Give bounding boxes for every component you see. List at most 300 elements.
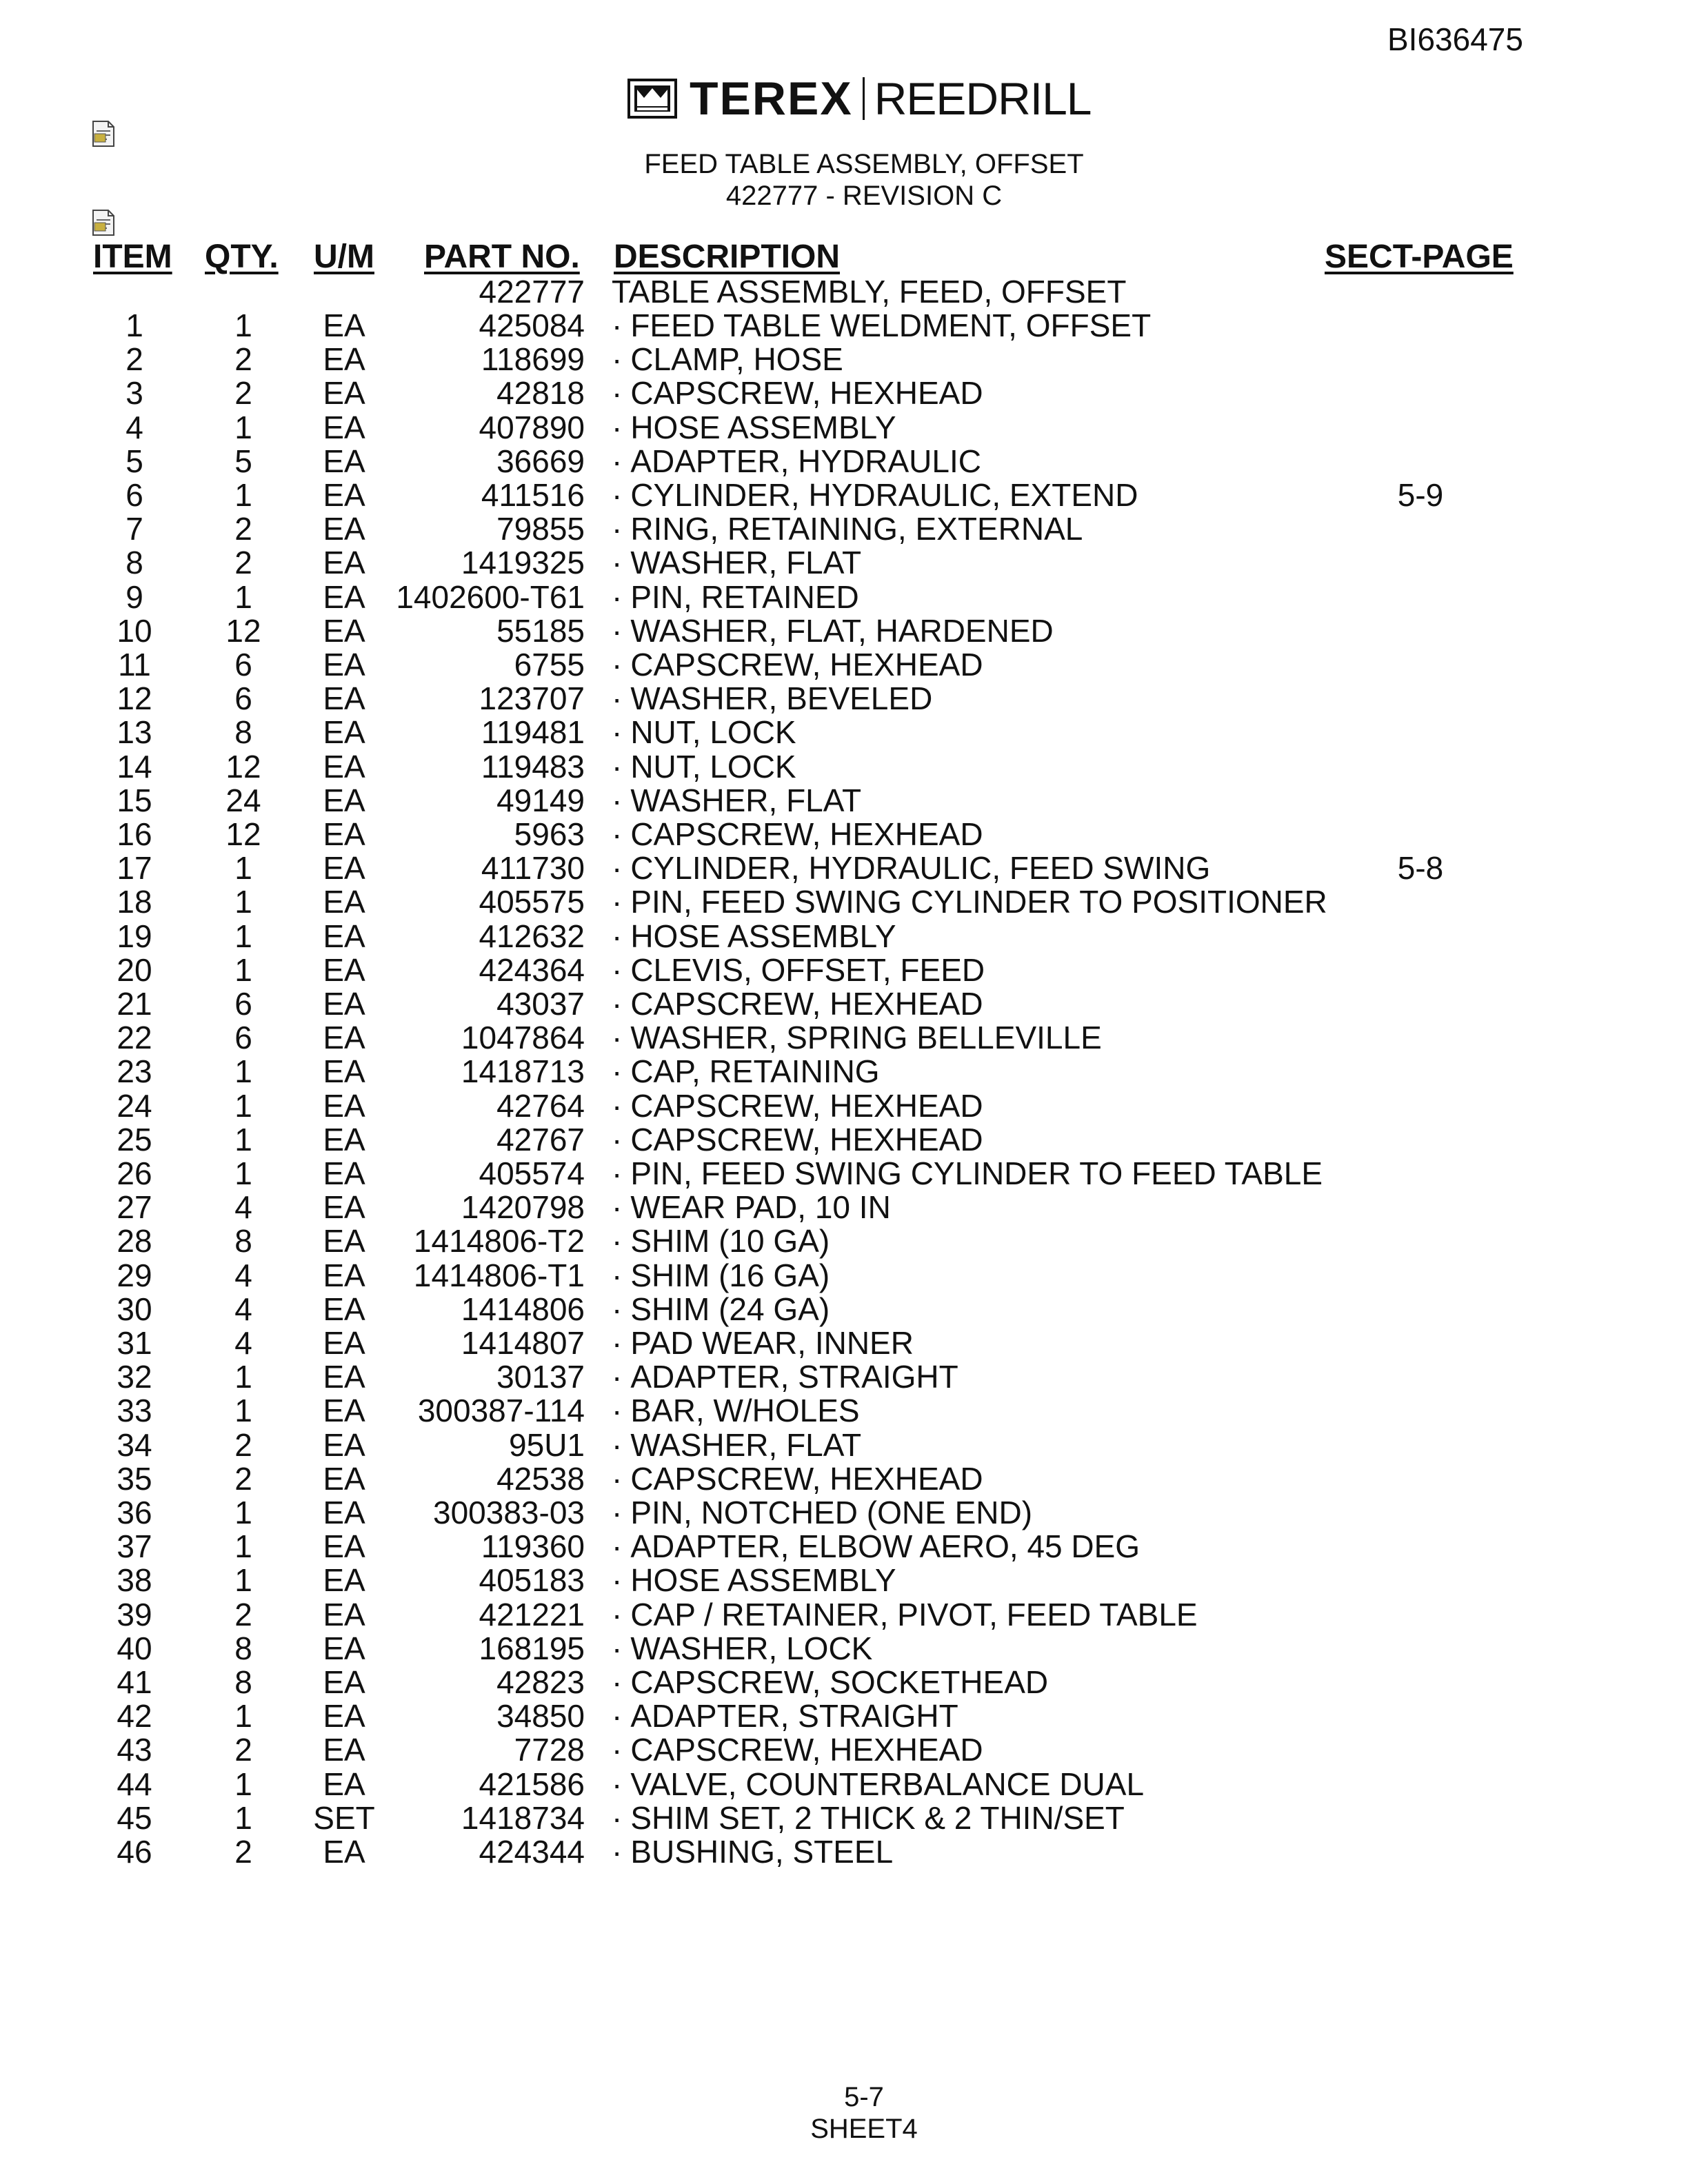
item-cell: 32	[117, 1359, 152, 1395]
description-text: WASHER, FLAT, HARDENED	[630, 613, 1054, 649]
part-no-cell: 42538	[496, 1461, 585, 1497]
bullet-marker: ·	[612, 477, 623, 513]
qty-cell: 1	[234, 1155, 252, 1191]
item-cell: 17	[117, 850, 152, 886]
item-cell: 29	[117, 1257, 152, 1293]
um-cell: EA	[323, 410, 365, 445]
part-no-cell: 421221	[479, 1597, 585, 1632]
description-cell	[612, 716, 796, 749]
um-cell: EA	[323, 1053, 365, 1089]
table-row	[0, 1632, 1688, 1666]
bullet-marker: ·	[612, 1155, 623, 1191]
description-text: SHIM SET, 2 THICK & 2 THIN/SET	[630, 1800, 1125, 1836]
bullet-marker: ·	[612, 1664, 623, 1700]
header-qty: QTY.	[205, 239, 279, 275]
description-text: CAPSCREW, HEXHEAD	[630, 1732, 983, 1768]
description-cell	[612, 1733, 983, 1767]
table-row	[0, 478, 1688, 512]
bullet-marker: ·	[612, 511, 623, 547]
bullet-marker: ·	[612, 1461, 623, 1497]
table-row	[0, 1768, 1688, 1801]
description-text: CAPSCREW, HEXHEAD	[630, 647, 983, 682]
table-row	[0, 784, 1688, 818]
bullet-marker: ·	[612, 1359, 623, 1395]
item-cell: 41	[117, 1664, 152, 1700]
description-text: WASHER, BEVELED	[630, 680, 933, 716]
description-text: FEED TABLE WELDMENT, OFFSET	[630, 307, 1152, 343]
table-row	[0, 1021, 1688, 1055]
table-row	[0, 580, 1688, 614]
um-cell: EA	[323, 1427, 365, 1463]
item-cell: 43	[117, 1732, 152, 1768]
part-no-cell: 119483	[481, 749, 585, 785]
bullet-marker: ·	[612, 1597, 623, 1632]
qty-cell: 12	[225, 613, 261, 649]
assembly-part-no: 422777	[479, 274, 585, 310]
description-text: WASHER, FLAT	[630, 782, 862, 818]
description-text: WASHER, FLAT	[630, 1427, 862, 1463]
table-row	[0, 546, 1688, 580]
description-text: CAPSCREW, SOCKETHEAD	[630, 1664, 1049, 1700]
table-row	[0, 1055, 1688, 1089]
bullet-marker: ·	[612, 1189, 623, 1225]
table-row	[0, 1293, 1688, 1326]
bullet-marker: ·	[612, 579, 623, 615]
header-sect-page: SECT-PAGE	[1325, 239, 1514, 275]
table-row	[0, 750, 1688, 784]
table-row	[0, 1496, 1688, 1530]
bullet-marker: ·	[612, 613, 623, 649]
um-cell: EA	[323, 1630, 365, 1666]
bullet-marker: ·	[612, 545, 623, 580]
document-link-icon[interactable]	[92, 209, 115, 236]
part-no-cell: 119360	[481, 1528, 585, 1564]
item-cell: 26	[117, 1155, 152, 1191]
bullet-marker: ·	[612, 1088, 623, 1124]
um-cell: EA	[323, 341, 365, 377]
description-text: PAD WEAR, INNER	[630, 1325, 914, 1361]
description-cell	[612, 1157, 1323, 1191]
bullet-marker: ·	[612, 647, 623, 682]
item-cell: 4	[125, 410, 143, 445]
item-cell: 39	[117, 1597, 152, 1632]
bullet-marker: ·	[612, 443, 623, 479]
description-cell	[612, 1699, 958, 1733]
bullet-marker: ·	[612, 1495, 623, 1530]
table-row	[0, 1835, 1688, 1869]
part-no-cell: 411730	[481, 850, 585, 886]
bullet-marker: ·	[612, 375, 623, 411]
part-no-cell: 300387-114	[417, 1393, 585, 1428]
um-cell: EA	[323, 1189, 365, 1225]
description-text: WASHER, SPRING BELLEVILLE	[630, 1020, 1102, 1055]
part-no-cell: 34850	[496, 1698, 585, 1734]
item-cell: 20	[117, 952, 152, 988]
description-cell	[612, 784, 861, 818]
qty-cell: 2	[234, 1834, 252, 1870]
item-cell: 9	[125, 579, 143, 615]
part-no-cell: 405183	[479, 1562, 585, 1598]
table-row	[0, 309, 1688, 343]
table-row	[0, 445, 1688, 478]
header-item: ITEM	[93, 239, 172, 275]
description-cell	[612, 1768, 1144, 1801]
description-cell	[612, 1055, 880, 1089]
um-cell: EA	[323, 952, 365, 988]
description-text: CAPSCREW, HEXHEAD	[630, 1122, 983, 1157]
description-cell	[612, 1496, 1032, 1530]
description-cell	[612, 1224, 830, 1258]
part-no-cell: 405574	[479, 1155, 585, 1191]
table-row	[0, 953, 1688, 987]
description-text: BAR, W/HOLES	[630, 1393, 860, 1428]
terex-reedrill-logo	[627, 72, 1092, 125]
item-cell: 5	[125, 443, 143, 479]
description-text: BUSHING, STEEL	[630, 1834, 894, 1870]
part-no-cell: 1420798	[461, 1189, 585, 1225]
description-text: ADAPTER, STRAIGHT	[630, 1359, 958, 1395]
bullet-marker: ·	[612, 986, 623, 1022]
qty-cell: 24	[225, 782, 261, 818]
description-text: CLAMP, HOSE	[630, 341, 843, 377]
um-cell: EA	[323, 1597, 365, 1632]
item-cell: 19	[117, 918, 152, 954]
description-text: HOSE ASSEMBLY	[630, 410, 896, 445]
qty-cell: 1	[234, 1528, 252, 1564]
bullet-marker: ·	[612, 341, 623, 377]
item-cell: 3	[125, 375, 143, 411]
description-cell	[612, 1835, 893, 1869]
item-cell: 8	[125, 545, 143, 580]
item-cell: 12	[117, 680, 152, 716]
qty-cell: 1	[234, 1766, 252, 1802]
item-cell: 1	[125, 307, 143, 343]
description-cell	[612, 343, 843, 376]
um-cell: EA	[323, 613, 365, 649]
um-cell: EA	[323, 1528, 365, 1564]
um-cell: EA	[323, 1122, 365, 1157]
description-text: CAPSCREW, HEXHEAD	[630, 986, 983, 1022]
part-no-cell: 123707	[479, 680, 585, 716]
qty-cell: 2	[234, 375, 252, 411]
item-cell: 23	[117, 1053, 152, 1089]
description-text: WEAR PAD, 10 IN	[630, 1189, 891, 1225]
part-no-cell: 30137	[496, 1359, 585, 1395]
description-cell	[612, 920, 896, 953]
bullet-marker: ·	[612, 1800, 623, 1836]
bullet-marker: ·	[612, 1834, 623, 1870]
bullet-marker: ·	[612, 1223, 623, 1259]
table-row	[0, 1530, 1688, 1564]
item-cell: 40	[117, 1630, 152, 1666]
description-cell	[612, 445, 981, 478]
table-row	[0, 885, 1688, 919]
um-cell: EA	[323, 511, 365, 547]
table-row	[0, 682, 1688, 716]
um-cell: EA	[323, 1291, 365, 1327]
table-row	[0, 1089, 1688, 1123]
qty-cell: 1	[234, 1698, 252, 1734]
description-text: SHIM (16 GA)	[630, 1257, 830, 1293]
item-cell: 33	[117, 1393, 152, 1428]
description-text: NUT, LOCK	[630, 749, 796, 785]
description-text: CLEVIS, OFFSET, FEED	[630, 952, 985, 988]
um-cell: EA	[323, 477, 365, 513]
part-no-cell: 42818	[496, 375, 585, 411]
description-cell	[612, 614, 1054, 648]
description-cell	[612, 1801, 1125, 1835]
bullet-marker: ·	[612, 952, 623, 988]
bullet-marker: ·	[612, 918, 623, 954]
part-no-cell: 1402600-T61	[396, 579, 585, 615]
table-row	[0, 1666, 1688, 1699]
description-cell	[612, 885, 1327, 919]
part-no-cell: 36669	[496, 443, 585, 479]
description-cell	[612, 580, 859, 614]
part-no-cell: 1418713	[461, 1053, 585, 1089]
description-cell	[612, 1021, 1102, 1055]
description-text: CYLINDER, HYDRAULIC, FEED SWING	[630, 850, 1211, 886]
description-cell	[612, 411, 896, 445]
bullet-marker: ·	[612, 1020, 623, 1055]
item-cell: 22	[117, 1020, 152, 1055]
document-link-icon[interactable]	[92, 120, 115, 148]
part-no-cell: 424344	[479, 1834, 585, 1870]
description-text: ADAPTER, HYDRAULIC	[630, 443, 981, 479]
description-text: SHIM (10 GA)	[630, 1223, 830, 1259]
table-row	[0, 1191, 1688, 1224]
description-text: CYLINDER, HYDRAULIC, EXTEND	[630, 477, 1138, 513]
logo-divider	[863, 77, 865, 120]
part-no-cell: 79855	[496, 511, 585, 547]
qty-cell: 8	[234, 1223, 252, 1259]
qty-cell: 4	[234, 1257, 252, 1293]
qty-cell: 2	[234, 1461, 252, 1497]
description-cell	[612, 953, 985, 987]
part-no-cell: 49149	[496, 782, 585, 818]
description-cell	[612, 750, 796, 784]
qty-cell: 1	[234, 477, 252, 513]
header-um: U/M	[314, 239, 374, 275]
item-cell: 6	[125, 477, 143, 513]
um-cell: EA	[323, 375, 365, 411]
qty-cell: 8	[234, 714, 252, 750]
description-text: SHIM (24 GA)	[630, 1291, 830, 1327]
description-cell	[612, 309, 1151, 343]
item-cell: 14	[117, 749, 152, 785]
qty-cell: 1	[234, 307, 252, 343]
description-text: VALVE, COUNTERBALANCE DUAL	[630, 1766, 1145, 1802]
description-text: CAP, RETAINING	[630, 1053, 880, 1089]
bullet-marker: ·	[612, 1257, 623, 1293]
description-cell	[612, 1530, 1140, 1564]
assembly-row	[0, 275, 1688, 309]
description-cell	[612, 1326, 914, 1360]
qty-cell: 4	[234, 1189, 252, 1225]
sect-page-cell[interactable]: 5-8	[1397, 850, 1444, 886]
table-row	[0, 614, 1688, 648]
item-cell: 21	[117, 986, 152, 1022]
um-cell: EA	[323, 714, 365, 750]
part-no-cell: 407890	[479, 410, 585, 445]
qty-cell: 12	[225, 749, 261, 785]
item-cell: 27	[117, 1189, 152, 1225]
part-no-cell: 405575	[479, 884, 585, 920]
bullet-marker: ·	[612, 850, 623, 886]
um-cell: EA	[323, 1732, 365, 1768]
description-cell	[612, 546, 861, 580]
part-no-cell: 1047864	[461, 1020, 585, 1055]
description-cell	[612, 1360, 958, 1394]
description-text: CAPSCREW, HEXHEAD	[630, 816, 983, 852]
bullet-marker: ·	[612, 1427, 623, 1463]
table-row	[0, 818, 1688, 851]
part-no-cell: 1419325	[461, 545, 585, 580]
qty-cell: 1	[234, 952, 252, 988]
logo-product: REEDRILL	[874, 73, 1092, 124]
qty-cell: 12	[225, 816, 261, 852]
document-title: FEED TABLE ASSEMBLY, OFFSET	[644, 149, 1084, 179]
part-no-cell: 300383-03	[433, 1495, 585, 1530]
part-no-cell: 1414806-T1	[413, 1257, 585, 1293]
um-cell: EA	[323, 647, 365, 682]
um-cell: EA	[323, 850, 365, 886]
description-cell	[612, 987, 983, 1021]
item-cell: 16	[117, 816, 152, 852]
qty-cell: 1	[234, 850, 252, 886]
table-row	[0, 1733, 1688, 1767]
description-text: ADAPTER, STRAIGHT	[630, 1698, 958, 1734]
description-text: PIN, FEED SWING CYLINDER TO FEED TABLE	[630, 1155, 1323, 1191]
item-cell: 30	[117, 1291, 152, 1327]
part-no-cell: 168195	[479, 1630, 585, 1666]
um-cell: EA	[323, 1664, 365, 1700]
description-text: NUT, LOCK	[630, 714, 796, 750]
qty-cell: 1	[234, 579, 252, 615]
um-cell: EA	[323, 782, 365, 818]
description-text: CAPSCREW, HEXHEAD	[630, 1461, 983, 1497]
item-cell: 36	[117, 1495, 152, 1530]
item-cell: 10	[117, 613, 152, 649]
item-cell: 38	[117, 1562, 152, 1598]
table-row	[0, 1598, 1688, 1632]
sect-page-cell[interactable]: 5-9	[1397, 477, 1444, 513]
table-row	[0, 512, 1688, 546]
table-row	[0, 411, 1688, 445]
description-cell	[612, 1089, 983, 1123]
bullet-marker: ·	[612, 1766, 623, 1802]
um-cell: EA	[323, 1359, 365, 1395]
table-row	[0, 1462, 1688, 1496]
um-cell: EA	[323, 1088, 365, 1124]
table-row	[0, 376, 1688, 410]
um-cell: EA	[323, 884, 365, 920]
um-cell: EA	[323, 1562, 365, 1598]
description-text: CAPSCREW, HEXHEAD	[630, 375, 983, 411]
um-cell: EA	[323, 1461, 365, 1497]
qty-cell: 1	[234, 1495, 252, 1530]
bullet-marker: ·	[612, 410, 623, 445]
table-row	[0, 1564, 1688, 1597]
um-cell: EA	[323, 680, 365, 716]
description-text: PIN, NOTCHED (ONE END)	[630, 1495, 1033, 1530]
table-row	[0, 920, 1688, 953]
qty-cell: 6	[234, 647, 252, 682]
description-cell	[612, 376, 983, 410]
terex-crown-logo-icon	[627, 79, 677, 119]
bullet-marker: ·	[612, 1291, 623, 1327]
description-cell	[612, 1428, 861, 1462]
um-cell: EA	[323, 986, 365, 1022]
table-row	[0, 1360, 1688, 1394]
table-row	[0, 1699, 1688, 1733]
description-cell	[612, 478, 1138, 512]
description-cell	[612, 1259, 830, 1293]
item-cell: 28	[117, 1223, 152, 1259]
description-text: PIN, RETAINED	[630, 579, 859, 615]
table-row	[0, 987, 1688, 1021]
part-no-cell: 1414806-T2	[413, 1223, 585, 1259]
item-cell: 42	[117, 1698, 152, 1734]
bullet-marker: ·	[612, 749, 623, 785]
item-cell: 45	[117, 1800, 152, 1836]
item-cell: 13	[117, 714, 152, 750]
part-no-cell: 411516	[481, 477, 585, 513]
part-no-cell: 1414807	[461, 1325, 585, 1361]
um-cell: EA	[323, 1325, 365, 1361]
description-cell	[612, 851, 1210, 885]
um-cell: EA	[323, 1766, 365, 1802]
um-cell: EA	[323, 307, 365, 343]
table-row	[0, 1123, 1688, 1157]
item-cell: 2	[125, 341, 143, 377]
table-row	[0, 716, 1688, 749]
um-cell: EA	[323, 1223, 365, 1259]
table-row	[0, 1224, 1688, 1258]
part-no-cell: 421586	[479, 1766, 585, 1802]
part-no-cell: 42764	[496, 1088, 585, 1124]
description-cell	[612, 1666, 1048, 1699]
assembly-description: TABLE ASSEMBLY, FEED, OFFSET	[612, 274, 1127, 310]
qty-cell: 6	[234, 986, 252, 1022]
qty-cell: 1	[234, 884, 252, 920]
table-row	[0, 1157, 1688, 1191]
um-cell: EA	[323, 1257, 365, 1293]
qty-cell: 1	[234, 1053, 252, 1089]
qty-cell: 1	[234, 1562, 252, 1598]
description-cell	[612, 1394, 860, 1428]
table-row	[0, 1259, 1688, 1293]
qty-cell: 2	[234, 1597, 252, 1632]
part-no-cell: 118699	[481, 341, 585, 377]
description-text: PIN, FEED SWING CYLINDER TO POSITIONER	[630, 884, 1327, 920]
qty-cell: 2	[234, 545, 252, 580]
qty-cell: 2	[234, 1732, 252, 1768]
um-cell: EA	[323, 1834, 365, 1870]
bullet-marker: ·	[612, 1562, 623, 1598]
qty-cell: 1	[234, 1800, 252, 1836]
um-cell: EA	[323, 579, 365, 615]
um-cell: EA	[323, 1495, 365, 1530]
description-text: CAPSCREW, HEXHEAD	[630, 1088, 983, 1124]
qty-cell: 1	[234, 1393, 252, 1428]
table-row	[0, 1326, 1688, 1360]
qty-cell: 1	[234, 410, 252, 445]
item-cell: 24	[117, 1088, 152, 1124]
part-no-cell: 119481	[481, 714, 585, 750]
qty-cell: 6	[234, 680, 252, 716]
bullet-marker: ·	[612, 307, 623, 343]
